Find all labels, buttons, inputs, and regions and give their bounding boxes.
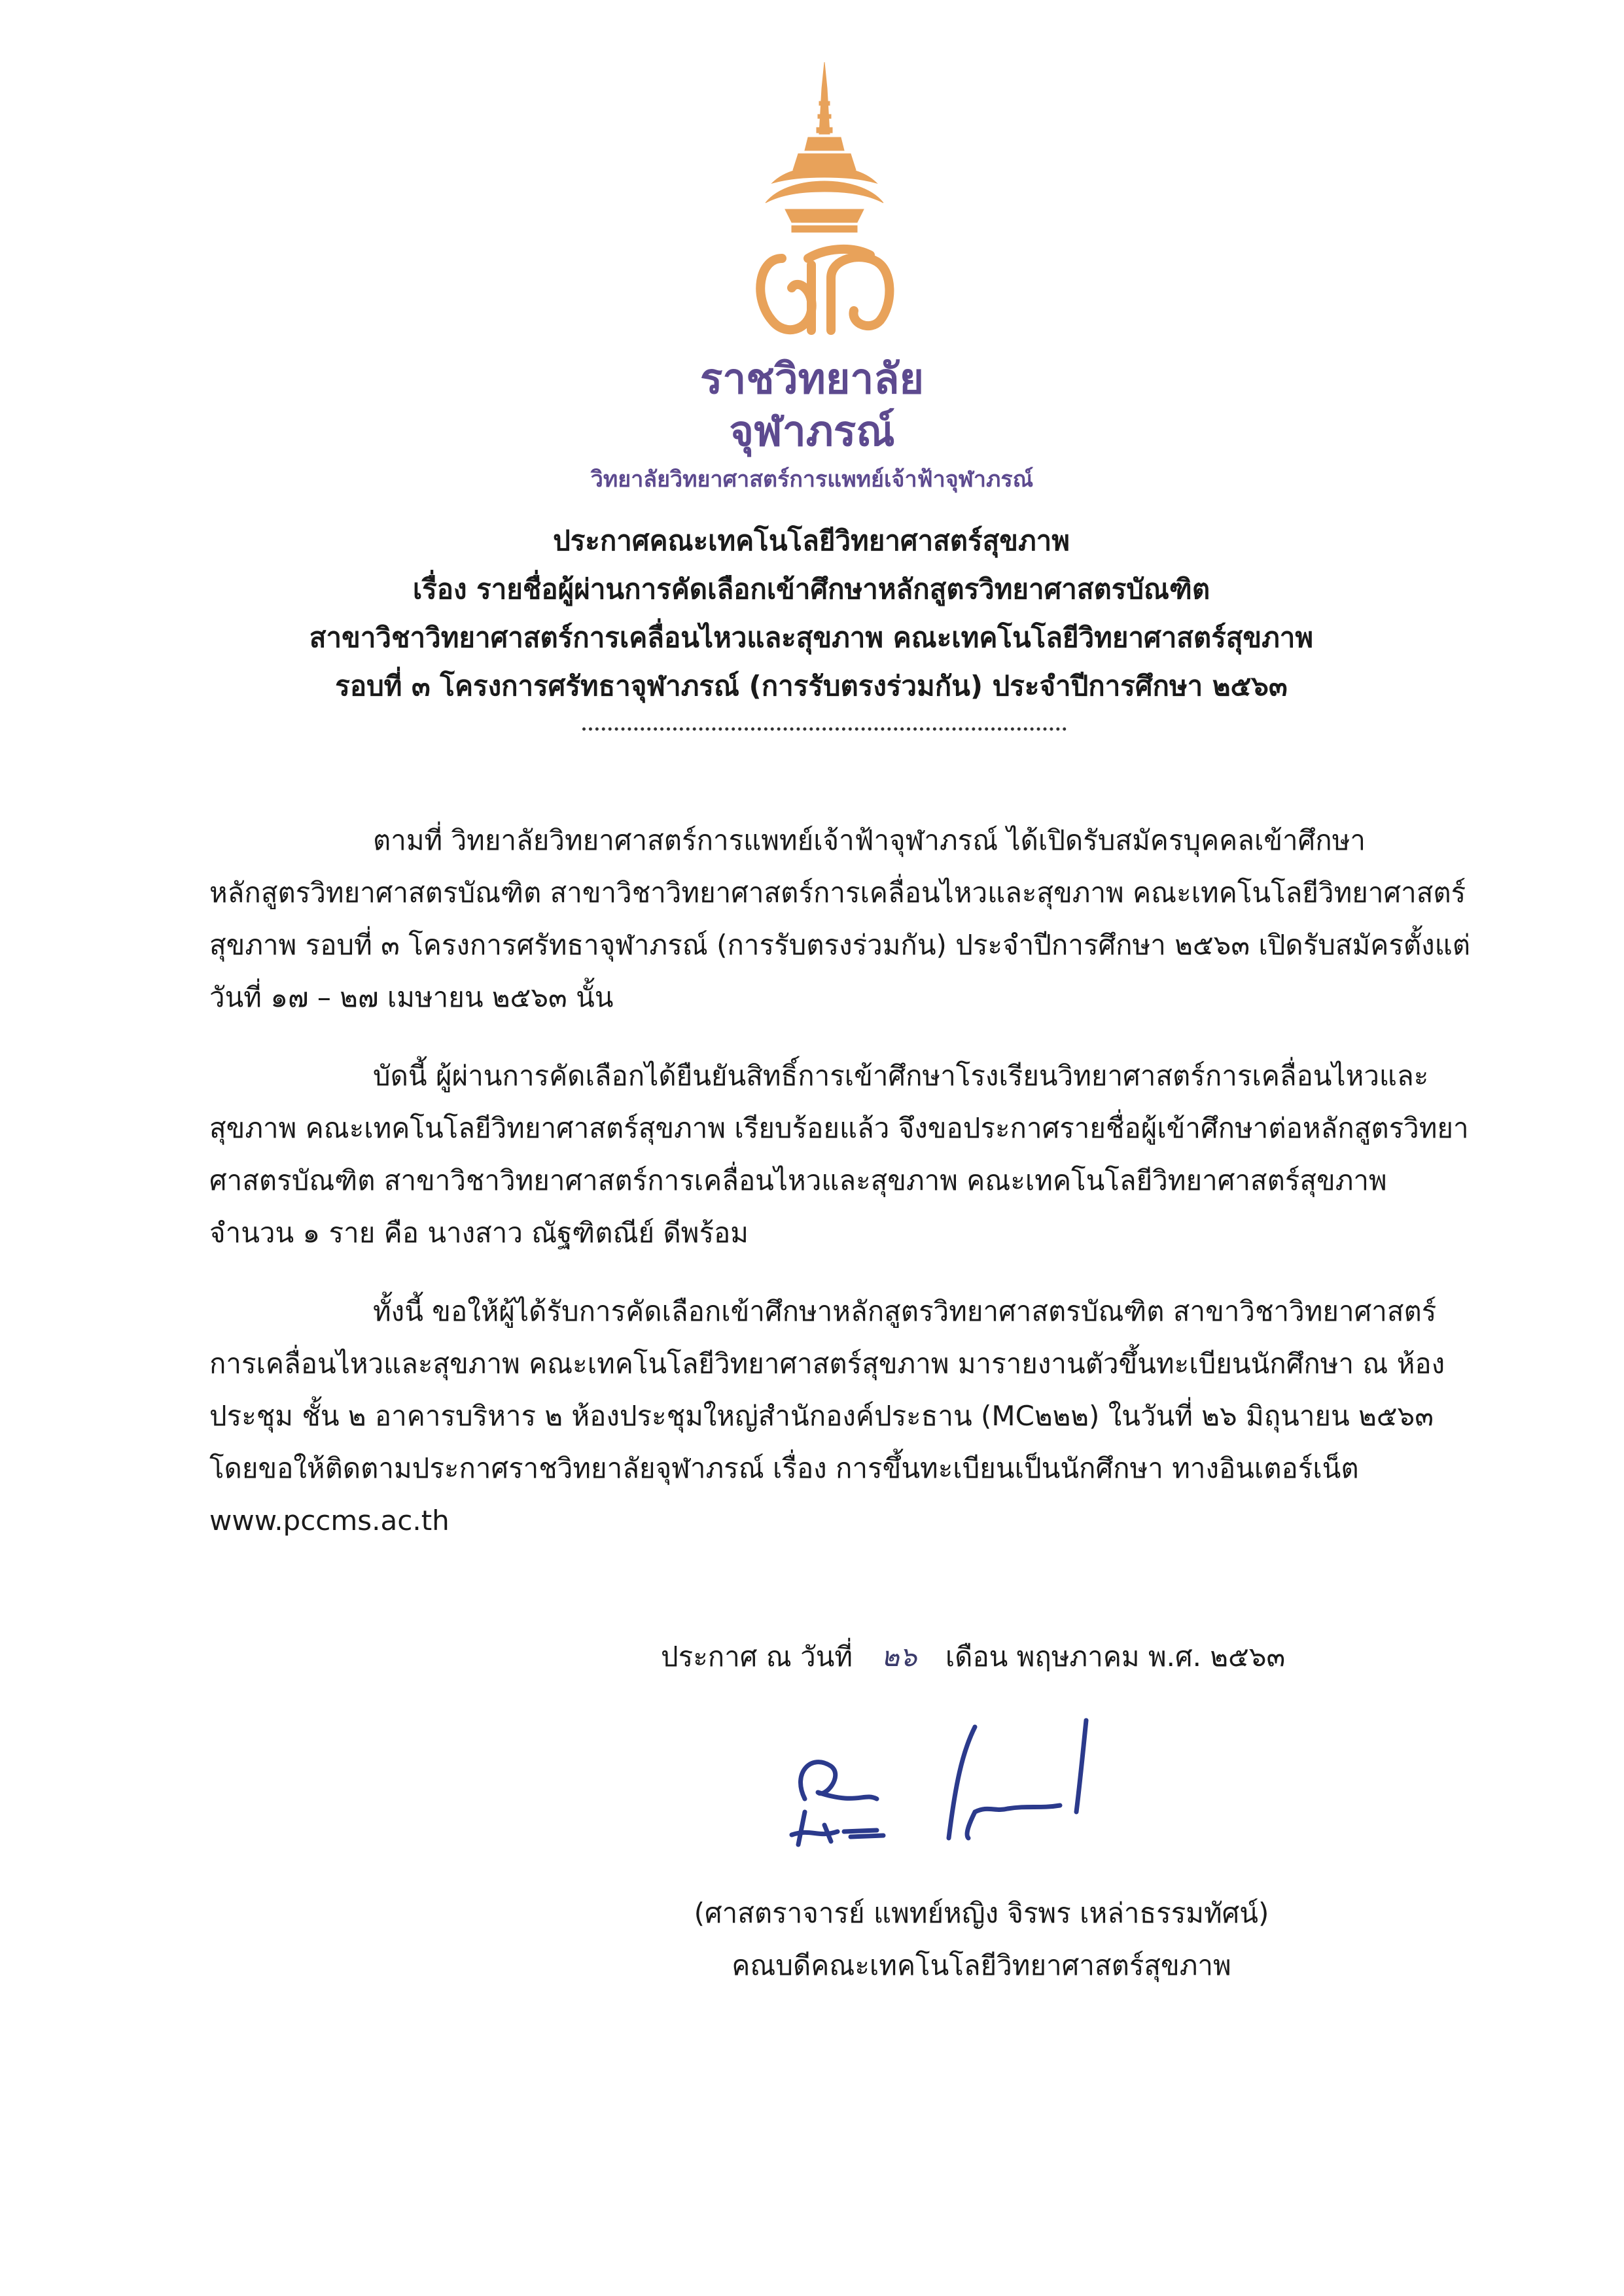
institution-name-line2: จุฬาภรณ์ [729,408,895,456]
date-day: ๒๖ [881,1641,917,1673]
announcement-heading [196,517,1426,710]
paragraph-line: โดยขอให้ติดตามประกาศราชวิทยาลัยจุฬาภรณ์ เรื่อง การขึ้นทะเบียนเป็นนักศึกษา ทางอินเตอร์เน็ต [209,1452,1359,1484]
paragraph-line: ตามที่ วิทยาลัยวิทยาศาสตร์การแพทย์เจ้าฟ้าจุฬาภรณ์ ได้เปิดรับสมัครบุคคลเข้าศึกษา [373,824,1366,856]
website-url: www.pccms.ac.th [209,1505,450,1537]
paragraph-line: บัดนี้ ผู้ผ่านการคัดเลือกได้ยืนยันสิทธิ์การเข้าศึกษาโรงเรียนวิทยาศาสตร์การเคลื่อนไหวและ [373,1060,1429,1092]
royal-crest-icon [746,62,903,343]
signer-title: คณบดีคณะเทคโนโลยีวิทยาศาสตร์สุขภาพ [732,1949,1231,1981]
body-paragraph-2 [209,1050,1469,1259]
heading-line: ประกาศคณะเทคโนโลยีวิทยาศาสตร์สุขภาพ [553,525,1070,557]
paragraph-line: สุขภาพ รอบที่ ๓ โครงการศรัทธาจุฬาภรณ์ (การรับตรงร่วมกัน) ประจำปีการศึกษา ๒๕๖๓ เปิดรับสมัครตั้งแต่ [209,929,1471,961]
heading-line: สาขาวิชาวิทยาศาสตร์การเคลื่อนไหวและสุขภาพ คณะเทคโนโลยีวิทยาศาสตร์สุขภาพ [309,621,1314,653]
paragraph-line: การเคลื่อนไหวและสุขภาพ คณะเทคโนโลยีวิทยาศาสตร์สุขภาพ มารายงานตัวขึ้นทะเบียนนักศึกษา ณ ห้อง [209,1348,1445,1380]
signer-name: (ศาสตราจารย์ แพทย์หญิง จิรพร เหล่าธรรมทัศน์) [694,1897,1269,1929]
paragraph-line: ศาสตรบัณฑิต สาขาวิชาวิทยาศาสตร์การเคลื่อนไหวและสุขภาพ คณะเทคโนโลยีวิทยาศาสตร์สุขภาพ [209,1164,1387,1196]
paragraph-line: ประชุม ชั้น ๒ อาคารบริหาร ๒ ห้องประชุมใหญ่สำนักองค์ประธาน (MC๒๒๒) ในวันที่ ๒๖ มิถุนายน ๒๕๖๓ [209,1400,1434,1432]
paragraph-line: หลักสูตรวิทยาศาสตรบัณฑิต สาขาวิชาวิทยาศาสตร์การเคลื่อนไหวและสุขภาพ คณะเทคโนโลยีวิทยาศาสตร์ [209,877,1466,909]
institution-subtitle: วิทยาลัยวิทยาศาสตร์การแพทย์เจ้าฟ้าจุฬาภรณ์ [590,466,1034,493]
dotted-divider [582,727,1067,731]
heading-line: รอบที่ ๓ โครงการศรัทธาจุฬาภรณ์ (การรับตรงร่วมกัน) ประจำปีการศึกษา ๒๕๖๓ [335,670,1288,702]
paragraph-line: ทั้งนี้ ขอให้ผู้ได้รับการคัดเลือกเข้าศึกษาหลักสูตรวิทยาศาสตรบัณฑิต สาขาวิชาวิทยาศาสตร์ [373,1295,1437,1327]
date-suffix: เดือน พฤษภาคม พ.ศ. ๒๕๖๓ [945,1641,1286,1673]
paragraph-line: จำนวน ๑ ราย คือ นางสาว ณัฐฑิตณีย์ ดีพร้อม [209,1217,749,1249]
body-paragraph-1 [209,814,1471,1024]
heading-line: เรื่อง รายชื่อผู้ผ่านการคัดเลือกเข้าศึกษาหลักสูตรวิทยาศาสตรบัณฑิต [412,573,1210,605]
body-paragraph-3 [209,1285,1453,1547]
date-prefix: ประกาศ ณ วันที่ [661,1641,853,1673]
paragraph-line: วันที่ ๑๗ – ๒๗ เมษายน ๒๕๖๓ นั้น [209,981,614,1013]
institution-name-line1: ราชวิทยาลัย [699,355,925,404]
announcement-date [661,1635,1285,1679]
handwritten-signature-icon [779,1714,1119,1871]
paragraph-line: สุขภาพ คณะเทคโนโลยีวิทยาศาสตร์สุขภาพ เรียบร้อยแล้ว จึงขอประกาศรายชื่อผู้เข้าศึกษาต่อหลักสูตรวิทยา [209,1112,1469,1144]
